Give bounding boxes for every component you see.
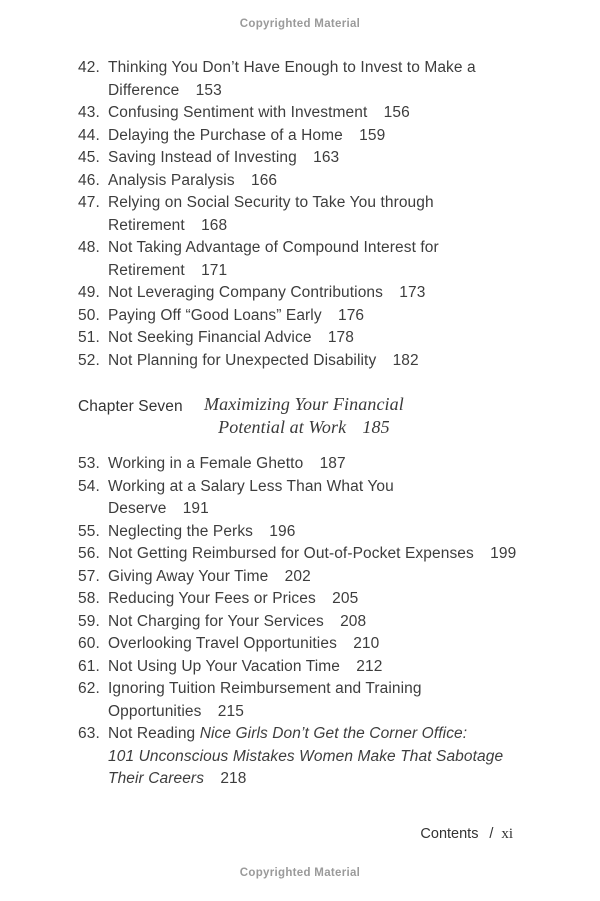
entry-text: Retirement	[108, 216, 185, 234]
chapter-heading	[78, 393, 578, 439]
toc-entry	[78, 102, 578, 125]
chapter-title-line: Potential at Work 185	[218, 417, 390, 437]
toc-entry-body	[108, 147, 578, 170]
entry-text: Working at a Salary Less Than What You	[108, 477, 394, 495]
toc-line	[108, 521, 578, 544]
toc-entry	[78, 566, 578, 589]
entry-text: Working in a Female Ghetto	[108, 455, 304, 472]
entry-text: Not Charging for Your Services	[108, 612, 324, 630]
toc-entry-body	[108, 192, 578, 237]
toc-entry	[78, 147, 578, 170]
toc-line	[108, 57, 578, 80]
chapter-label: Chapter Seven	[78, 398, 183, 415]
entry-text: Overlooking Travel Opportunities	[108, 635, 337, 652]
toc-entry-body	[108, 453, 578, 476]
page-number: 187	[319, 455, 346, 472]
toc-entry	[78, 588, 578, 611]
toc-entry-number: 62.	[78, 680, 100, 697]
toc-entry	[78, 678, 578, 723]
toc-entry-number: 59.	[78, 612, 100, 630]
toc-entry-body	[108, 237, 578, 282]
toc-entry-body	[108, 678, 578, 723]
entry-text: Opportunities	[108, 702, 202, 720]
page-number: 210	[353, 635, 380, 652]
toc-entry-number: 47.	[78, 194, 100, 211]
page-number: 178	[327, 329, 354, 346]
toc-line	[108, 237, 578, 260]
footer-section-label: Contents	[420, 826, 479, 842]
copyright-banner-bottom: Copyrighted Material	[239, 867, 361, 879]
toc	[78, 57, 578, 791]
toc-line	[108, 102, 578, 125]
toc-entry-body	[108, 57, 578, 102]
toc-line	[108, 170, 578, 193]
entry-text: Not Getting Reimbursed for Out-of-Pocket Expenses	[108, 545, 474, 562]
toc-entry-number: 48.	[78, 239, 100, 256]
toc-line	[108, 260, 578, 283]
toc-entry	[78, 282, 578, 305]
toc-line	[108, 192, 578, 215]
entry-text: Confusing Sentiment with Investment	[108, 104, 368, 121]
entry-text: Retirement	[108, 261, 185, 279]
toc-entry-number: 49.	[78, 284, 100, 301]
entry-text: Not Planning for Unexpected Disability	[108, 351, 377, 369]
entry-text: Thinking You Don’t Have Enough to Invest to Make a	[108, 59, 476, 76]
toc-entry	[78, 521, 578, 544]
chapter-page-number: 185	[362, 417, 390, 437]
page-number: 168	[201, 216, 228, 234]
footer-separator: /	[489, 826, 494, 842]
toc-entry-body	[108, 543, 578, 566]
toc-entry-body	[108, 656, 578, 679]
toc-entry	[78, 125, 578, 148]
entry-text: Deserve	[108, 500, 167, 517]
entry-text: Not Using Up Your Vacation Time	[108, 657, 340, 675]
entry-text: Giving Away Your Time	[108, 567, 269, 585]
toc-entry-number: 44.	[78, 126, 100, 144]
toc-entry-body	[108, 327, 578, 350]
page-number: 156	[383, 104, 410, 121]
toc-entry	[78, 723, 578, 791]
toc-entry-number: 52.	[78, 351, 100, 369]
entry-text: Saving Instead of Investing	[108, 149, 297, 166]
toc-entry	[78, 170, 578, 193]
toc-line	[108, 543, 578, 566]
toc-line	[108, 678, 578, 701]
toc-entry-number: 55.	[78, 522, 100, 540]
entry-text: Relying on Social Security to Take You through	[108, 194, 434, 211]
entry-text: Neglecting the Perks	[108, 522, 254, 540]
toc-line	[108, 476, 578, 499]
entry-text: Not Taking Advantage of Compound Interest for	[108, 239, 439, 256]
toc-line	[108, 215, 578, 238]
italic-title-text: 101 Unconscious Mistakes Women Make That Sabotage	[108, 747, 504, 765]
chapter-title	[204, 393, 404, 439]
toc-entry-body	[108, 476, 578, 521]
toc-line	[108, 566, 578, 589]
toc-line	[108, 633, 578, 656]
page-number: 215	[217, 702, 244, 720]
toc-line	[108, 327, 578, 350]
page-number: 166	[250, 171, 278, 189]
entry-text: Delaying the Purchase of a Home	[108, 126, 343, 144]
toc-entry-number: 60.	[78, 635, 100, 652]
toc-entry-number: 61.	[78, 657, 100, 675]
toc-line	[108, 80, 578, 103]
toc-entry	[78, 476, 578, 521]
toc-line	[108, 746, 578, 769]
toc-line	[108, 768, 578, 791]
toc-entry	[78, 543, 578, 566]
toc-entry-number: 42.	[78, 59, 100, 76]
toc-line	[108, 147, 578, 170]
italic-title-text: Nice Girls Don’t Get the Corner Office:	[199, 725, 468, 742]
toc-line	[108, 588, 578, 611]
toc-entry-number: 51.	[78, 329, 100, 346]
toc-entry-body	[108, 350, 578, 373]
toc-line	[108, 723, 578, 746]
entry-text: Not Reading	[108, 725, 200, 742]
toc-entry-body	[108, 521, 578, 544]
toc-entry	[78, 57, 578, 102]
chapter-title-line: Maximizing Your Financial	[204, 394, 404, 414]
toc-entry	[78, 192, 578, 237]
entry-text: Not Seeking Financial Advice	[108, 329, 312, 346]
toc-entry-body	[108, 282, 578, 305]
toc-entry	[78, 305, 578, 328]
toc-entry	[78, 656, 578, 679]
toc-entry-body	[108, 566, 578, 589]
page-number: 176	[337, 306, 365, 324]
toc-entry-body	[108, 588, 578, 611]
toc-entry-number: 56.	[78, 545, 100, 562]
toc-entry-number: 63.	[78, 725, 100, 742]
italic-title-text: Their Careers	[108, 770, 205, 787]
toc-entry-number: 45.	[78, 149, 100, 166]
toc-entry-body	[108, 305, 578, 328]
page-number: 196	[269, 522, 296, 540]
page-number: 218	[220, 770, 247, 787]
page-number: 199	[490, 545, 517, 562]
entry-text: Not Leveraging Company Contributions	[108, 284, 384, 301]
toc-entry-body	[108, 611, 578, 634]
toc-entry-number: 50.	[78, 306, 100, 324]
toc-line	[108, 350, 578, 373]
toc-entry-number: 58.	[78, 590, 100, 607]
toc-entry-number: 46.	[78, 171, 100, 189]
toc-line	[108, 305, 578, 328]
toc-line	[108, 498, 578, 521]
page-number: 208	[340, 612, 367, 630]
entry-text: Reducing Your Fees or Prices	[108, 590, 316, 607]
toc-line	[108, 656, 578, 679]
page-number: 182	[392, 351, 419, 369]
toc-line	[108, 453, 578, 476]
toc-line	[108, 282, 578, 305]
toc-entry-number: 57.	[78, 567, 100, 585]
entry-text: Difference	[108, 81, 180, 99]
page-number: 173	[399, 284, 426, 301]
toc-entry-body	[108, 633, 578, 656]
page-number: 153	[195, 81, 222, 99]
folio-page-number: xi	[501, 826, 513, 842]
page-footer	[0, 826, 513, 843]
entry-text: Paying Off “Good Loans” Early	[108, 306, 322, 324]
toc-entry	[78, 327, 578, 350]
entry-text: Ignoring Tuition Reimbursement and Training	[108, 680, 422, 697]
page-number: 159	[359, 126, 386, 144]
copyright-banner-top: Copyrighted Material	[239, 18, 361, 30]
toc-entry	[78, 237, 578, 282]
toc-entry-body	[108, 125, 578, 148]
page-number: 205	[332, 590, 359, 607]
page-number: 212	[356, 657, 383, 675]
toc-entry-body	[108, 723, 578, 791]
page-number: 163	[313, 149, 340, 166]
toc-entry	[78, 611, 578, 634]
toc-entry-body	[108, 102, 578, 125]
toc-entry	[78, 633, 578, 656]
toc-line	[108, 611, 578, 634]
toc-line	[108, 701, 578, 724]
page-number: 202	[284, 567, 311, 585]
toc-entry-number: 43.	[78, 104, 100, 121]
toc-entry-number: 53.	[78, 455, 100, 472]
toc-entry-number: 54.	[78, 477, 100, 495]
page-number: 171	[201, 261, 228, 279]
entry-text: Analysis Paralysis	[108, 171, 235, 189]
page-number: 191	[182, 500, 209, 517]
toc-entry	[78, 453, 578, 476]
toc-entry-body	[108, 170, 578, 193]
toc-entry	[78, 350, 578, 373]
toc-line	[108, 125, 578, 148]
